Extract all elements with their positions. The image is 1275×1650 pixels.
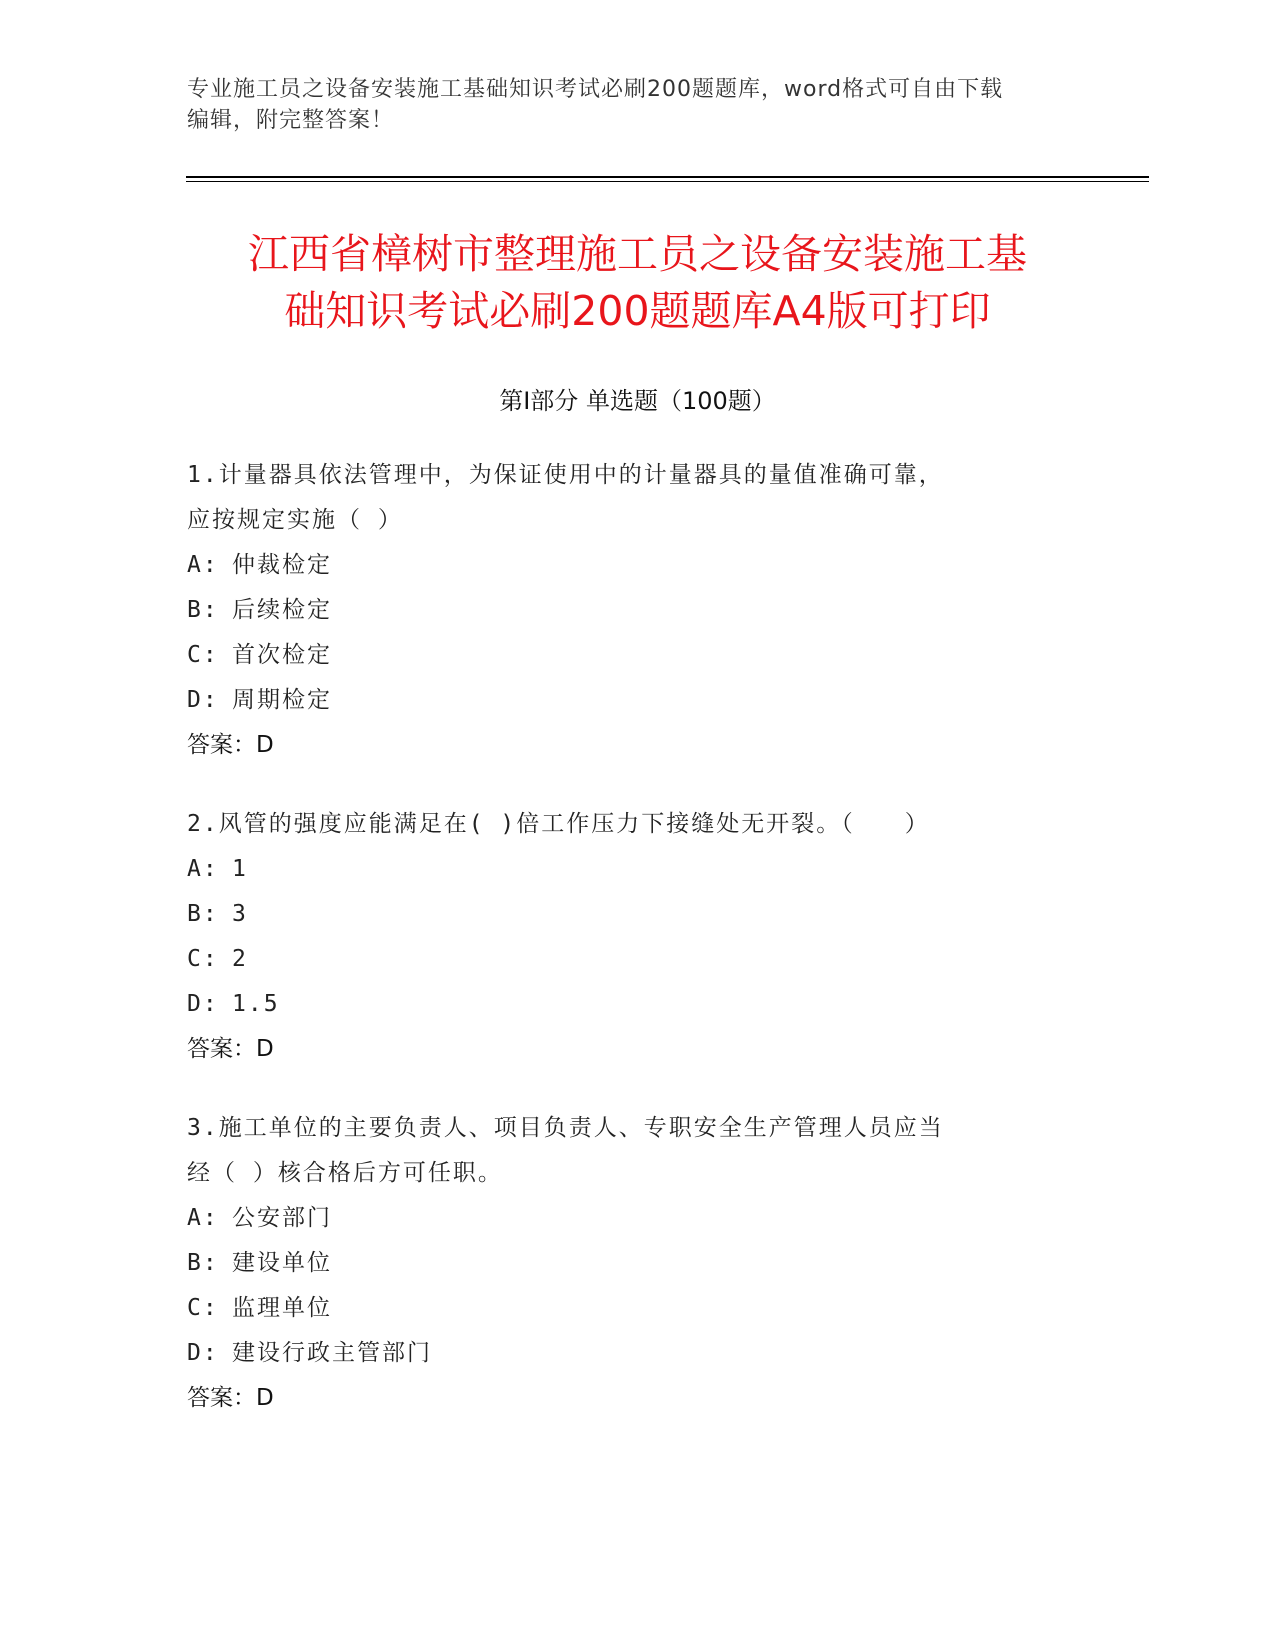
- option-letter: D:: [187, 991, 219, 1017]
- header-line-2: 编辑，附完整答案！: [187, 108, 395, 133]
- option-letter: D:: [187, 1340, 219, 1366]
- section-title: 第Ⅰ部分 单选题（100题）: [499, 387, 776, 415]
- option-text: 建设行政主管部门: [232, 1340, 432, 1366]
- option-text: 仲裁检定: [232, 552, 332, 578]
- option-text: 建设单位: [232, 1250, 332, 1276]
- option-text: 监理单位: [232, 1295, 332, 1321]
- option-letter: A:: [187, 1205, 219, 1231]
- question-2: [187, 802, 1087, 1072]
- answer: 答案：D: [187, 732, 274, 758]
- question-text-line-1: 2.风管的强度应能满足在( )倍工作压力下接缝处无开裂。（ ）: [187, 811, 930, 837]
- option-text: 3: [232, 901, 248, 927]
- header-text: [187, 74, 1087, 136]
- option-b: [187, 892, 1087, 937]
- option-text: 2: [232, 946, 248, 972]
- title-line-2: 础知识考试必刷200题题库A4版可打印: [284, 287, 991, 335]
- header-rule-thin: [186, 181, 1149, 182]
- option-a: [187, 847, 1087, 892]
- option-c: [187, 633, 1087, 678]
- option-letter: C:: [187, 1295, 219, 1321]
- option-a: [187, 543, 1087, 588]
- header-rule-thick: [186, 176, 1149, 178]
- option-letter: A:: [187, 856, 219, 882]
- option-d: [187, 678, 1087, 723]
- question-text-line-1: 1.计量器具依法管理中，为保证使用中的计量器具的量值准确可靠，: [187, 462, 944, 488]
- question-text-line-2: 经（ ）核合格后方可任职。: [187, 1160, 503, 1186]
- option-text: 周期检定: [232, 687, 332, 713]
- option-letter: D:: [187, 687, 219, 713]
- option-d: [187, 982, 1087, 1027]
- option-b: [187, 588, 1087, 633]
- header-line-1: 专业施工员之设备安装施工基础知识考试必刷200题题库，word格式可自由下载: [187, 77, 1004, 102]
- option-letter: A:: [187, 552, 219, 578]
- option-letter: B:: [187, 597, 219, 623]
- title-line-1: 江西省樟树市整理施工员之设备安装施工基: [248, 230, 1027, 278]
- option-letter: C:: [187, 642, 219, 668]
- answer: 答案：D: [187, 1036, 274, 1062]
- option-d: [187, 1331, 1087, 1376]
- answer: 答案：D: [187, 1385, 274, 1411]
- option-letter: C:: [187, 946, 219, 972]
- option-a: [187, 1196, 1087, 1241]
- option-c: [187, 1286, 1087, 1331]
- option-b: [187, 1241, 1087, 1286]
- question-1: [187, 453, 1087, 768]
- document-title: [150, 226, 1125, 340]
- option-letter: B:: [187, 901, 219, 927]
- option-text: 后续检定: [232, 597, 332, 623]
- option-text: 公安部门: [232, 1205, 332, 1231]
- question-text-line-2: 应按规定实施（ ）: [187, 507, 403, 533]
- option-text: 1: [232, 856, 248, 882]
- option-letter: B:: [187, 1250, 219, 1276]
- option-c: [187, 937, 1087, 982]
- option-text: 首次检定: [232, 642, 332, 668]
- question-text-line-1: 3.施工单位的主要负责人、项目负责人、专职安全生产管理人员应当: [187, 1115, 944, 1141]
- option-text: 1.5: [232, 991, 280, 1017]
- question-3: [187, 1106, 1087, 1421]
